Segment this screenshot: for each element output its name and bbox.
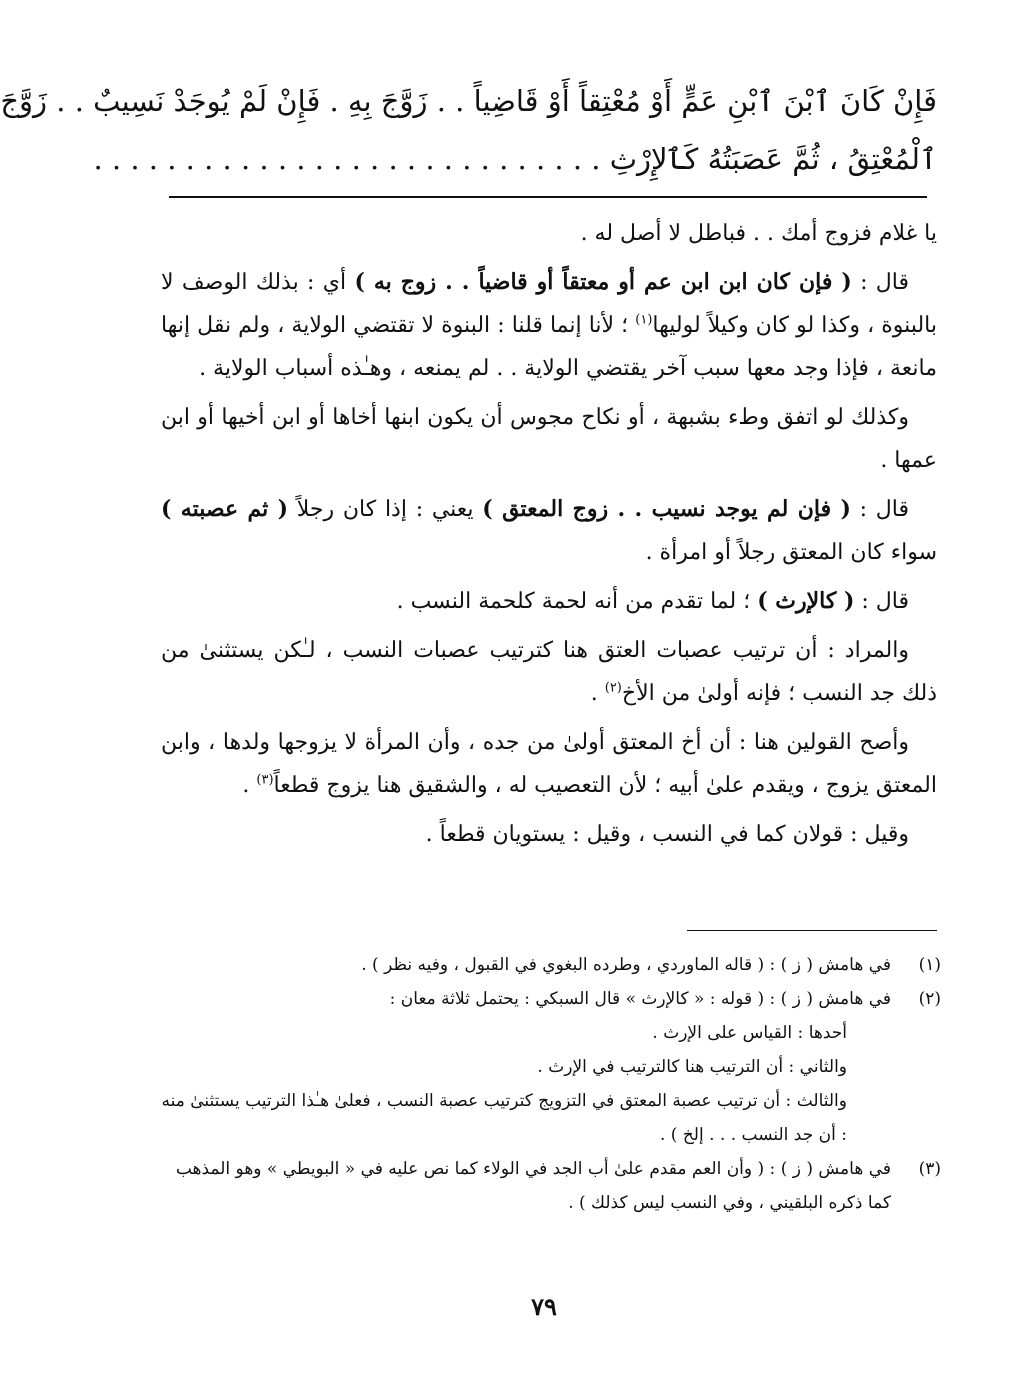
quoted-matn: ( فإن لم يوجد نسيب . . زوج المعتق ) — [482, 496, 851, 522]
paragraph-text: . — [242, 773, 257, 798]
paragraph-text: وأصح القولين هنا : أن أخ المعتق أولىٰ من جده ، وأن المرأة لا يزوجها ولدها ، وابن المعتق يزوج ، ويقدم علىٰ أبيه ؛ لأن التعصيب له ، والشقيق هنا يزوج قطعاً — [161, 730, 937, 798]
footnote-separator-rule — [687, 930, 937, 931]
paragraph-text: سواء كان المعتق رجلاً أو امرأة . — [645, 540, 937, 565]
paragraph-text: يعني : إذا كان رجلاً — [288, 497, 483, 522]
footnote-3 — [161, 1152, 941, 1220]
commentary-paragraph-5 — [161, 580, 937, 623]
paragraph-text: . — [590, 681, 605, 706]
paragraph-text: ؛ لما تقدم من أنه لحمة كلحمة النسب . — [396, 589, 758, 614]
footnote-ref-1[interactable]: (١) — [635, 312, 653, 328]
footnote-ref-2[interactable]: (٢) — [604, 680, 622, 696]
paragraph-text: ؛ لأنا إنما قلنا : البنوة لا تقتضي الولاية ، ولم نقل إنها مانعة ، فإذا وجد معها سبب آخر يقتضي الولاية . . لم يمنعه ، وهـٰذه أسباب الولاية . — [161, 313, 937, 381]
commentary-text — [161, 212, 937, 862]
footnotes-section — [161, 948, 941, 1220]
quoted-matn: ( ثم عصبته ) — [161, 496, 289, 522]
footnote-text: في هامش ( ز ) : ( قوله : « كالإرث » قال السبكي : يحتمل ثلاثة معان : — [389, 989, 891, 1009]
matn-line-1: فَإِنْ كَانَ ٱبْنَ ٱبْنِ عَمٍّ أَوْ مُعْتِقاً أَوْ قَاضِياً . . زَوَّجَ بِهِ . فَإِنْ لَمْ يُوجَدْ نَسِيبٌ . . زَوَّجَ — [0, 84, 937, 118]
quoted-matn: ( فإن كان ابن ابن عم أو معتقاً أو قاضياً . . زوج به ) — [354, 269, 852, 295]
paragraph-text: والمراد : أن ترتيب عصبات العتق هنا كترتيب عصبات النسب ، لـٰكن يستثنىٰ من ذلك جد النسب ؛ فإنه أولىٰ من الأخ — [161, 638, 937, 706]
footnote-2 — [161, 982, 941, 1152]
footnote-number: (٢) — [918, 989, 941, 1009]
qala-label: قال : — [851, 270, 910, 295]
matn-separator-rule — [169, 196, 927, 198]
commentary-paragraph-4 — [161, 488, 937, 574]
footnote-subitem-3: والثالث : أن ترتيب عصبة المعتق في التزويج كترتيب عصبة النسب ، فعلىٰ هـٰذا الترتيب يستثنىٰ منه : أن جد النسب . . . إلخ ) . — [161, 1091, 847, 1145]
footnote-number: (١) — [918, 955, 941, 975]
commentary-paragraph-1: يا غلام فزوج أمك . . فباطل لا أصل له . — [580, 221, 937, 246]
commentary-paragraph-2 — [161, 261, 937, 390]
footnote-subitem-1: أحدها : القياس على الإرث . — [652, 1023, 847, 1043]
commentary-paragraph-7 — [161, 721, 937, 807]
qala-label: قال : — [854, 589, 909, 614]
footnote-text: في هامش ( ز ) : ( قاله الماوردي ، وطرده البغوي في القبول ، وفيه نظر ) . — [361, 955, 891, 975]
matn-line-2: ٱلْمُعْتِقُ ، ثُمَّ عَصَبَتُهُ كَٱلإِرْثِ . . . . . . . . . . . . . . . . . . . . . . . . . . . . — [93, 142, 937, 176]
quoted-matn: ( كالإرث ) — [757, 588, 855, 614]
commentary-paragraph-3: وكذلك لو اتفق وطء بشبهة ، أو نكاح مجوس أن يكون ابنها أخاها أو ابن أخيها أو ابن عمها . — [161, 405, 937, 473]
commentary-paragraph-6 — [161, 629, 937, 715]
main-text-matn — [0, 72, 937, 188]
footnote-number: (٣) — [918, 1159, 941, 1179]
footnote-1 — [161, 948, 941, 982]
page-number: ٧٩ — [531, 1292, 557, 1321]
footnote-ref-3[interactable]: (٣) — [256, 772, 274, 788]
footnote-text: في هامش ( ز ) : ( وأن العم مقدم علىٰ أب الجد في الولاء كما نص عليه في « البويطي » وهو المذهب كما ذكره البلقيني ، وفي النسب ليس كذلك ) . — [175, 1159, 891, 1213]
commentary-paragraph-8: وقيل : قولان كما في النسب ، وقيل : يستويان قطعاً . — [425, 822, 909, 847]
footnote-subitem-2: والثاني : أن الترتيب هنا كالترتيب في الإرث . — [537, 1057, 847, 1077]
paragraph-text: أي : بذلك الوصف لا بالبنوة ، وكذا لو كان وكيلاً لوليها — [161, 270, 937, 338]
footnote-body — [161, 982, 891, 1152]
qala-label: قال : — [850, 497, 909, 522]
